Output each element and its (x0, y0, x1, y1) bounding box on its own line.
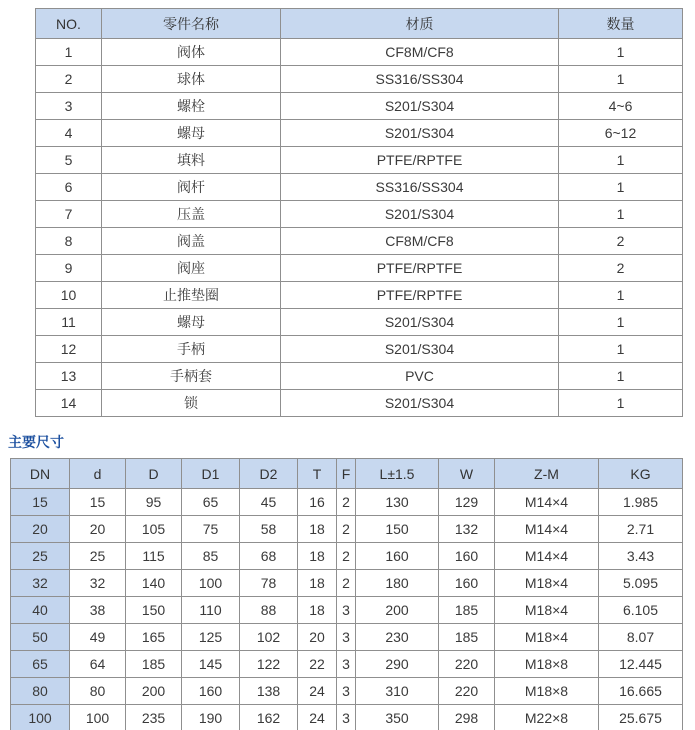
table-cell: 14 (36, 390, 102, 417)
table-cell: M18×8 (495, 678, 599, 705)
table-cell: 1 (559, 201, 683, 228)
table-cell: 24 (298, 678, 337, 705)
table-cell: 150 (356, 516, 439, 543)
table-cell: 100 (182, 570, 240, 597)
table-cell: PTFE/RPTFE (281, 147, 559, 174)
table-cell: 压盖 (102, 201, 281, 228)
table-cell: 75 (182, 516, 240, 543)
table-cell: 88 (240, 597, 298, 624)
table-cell: S201/S304 (281, 390, 559, 417)
table-cell: 4~6 (559, 93, 683, 120)
table-cell: 13 (36, 363, 102, 390)
table-cell: 80 (70, 678, 126, 705)
column-header: DN (11, 459, 70, 489)
table-cell: 160 (182, 678, 240, 705)
table-cell: 68 (240, 543, 298, 570)
table-cell: 3 (337, 705, 356, 730)
table-cell: 1 (559, 390, 683, 417)
table-cell: 235 (126, 705, 182, 730)
table-cell: 11 (36, 309, 102, 336)
table-cell: 阀座 (102, 255, 281, 282)
table-cell: 16.665 (599, 678, 683, 705)
table-row (11, 597, 683, 624)
table-cell: PTFE/RPTFE (281, 255, 559, 282)
table-cell: 100 (70, 705, 126, 730)
table-cell: 2 (337, 543, 356, 570)
table-cell: 310 (356, 678, 439, 705)
table-cell: 螺母 (102, 120, 281, 147)
table-cell: 85 (182, 543, 240, 570)
table-row (36, 309, 683, 336)
table-cell: 95 (126, 489, 182, 516)
column-header: F (337, 459, 356, 489)
table-cell: 25 (11, 543, 70, 570)
table-cell: M18×4 (495, 570, 599, 597)
table-cell: 38 (70, 597, 126, 624)
table-row (36, 93, 683, 120)
table-cell: 125 (182, 624, 240, 651)
table-cell: 20 (70, 516, 126, 543)
table-cell: 10 (36, 282, 102, 309)
table-cell: S201/S304 (281, 309, 559, 336)
table-row (11, 705, 683, 730)
table-cell: 160 (356, 543, 439, 570)
table-cell: 129 (439, 489, 495, 516)
table-cell: 138 (240, 678, 298, 705)
table-cell: 220 (439, 678, 495, 705)
table-cell: 22 (298, 651, 337, 678)
table-cell: 6~12 (559, 120, 683, 147)
table-row (36, 66, 683, 93)
table-cell: 止推垫圈 (102, 282, 281, 309)
table-cell: 15 (11, 489, 70, 516)
table-cell: 2 (36, 66, 102, 93)
table-cell: 18 (298, 570, 337, 597)
table-cell: 18 (298, 543, 337, 570)
table-cell: 180 (356, 570, 439, 597)
table-cell: 25.675 (599, 705, 683, 730)
table-row (36, 282, 683, 309)
header-row (36, 9, 683, 39)
table-cell: 螺栓 (102, 93, 281, 120)
table-row (36, 336, 683, 363)
table-cell: 18 (298, 597, 337, 624)
table-cell: M14×4 (495, 543, 599, 570)
table-cell: 1 (559, 39, 683, 66)
table-cell: 4 (36, 120, 102, 147)
table-cell: 1 (559, 147, 683, 174)
table-row (36, 363, 683, 390)
table-cell: 185 (126, 651, 182, 678)
table-cell: 102 (240, 624, 298, 651)
table-cell: 64 (70, 651, 126, 678)
table-cell: 32 (11, 570, 70, 597)
table-cell: 24 (298, 705, 337, 730)
table-row (36, 174, 683, 201)
table-cell: 5 (36, 147, 102, 174)
table-cell: 49 (70, 624, 126, 651)
table-cell: 1 (559, 66, 683, 93)
table-cell: 65 (11, 651, 70, 678)
table-cell: 45 (240, 489, 298, 516)
main-dimensions-table (10, 458, 683, 730)
table-cell: 2 (559, 228, 683, 255)
table-cell: 20 (11, 516, 70, 543)
table-cell: 2 (559, 255, 683, 282)
table-cell: 1.985 (599, 489, 683, 516)
table-cell: 160 (439, 570, 495, 597)
table-cell: 115 (126, 543, 182, 570)
table-cell: 1 (559, 309, 683, 336)
column-header: 材质 (281, 9, 559, 39)
table-cell: SS316/SS304 (281, 174, 559, 201)
table-cell: 1 (559, 363, 683, 390)
table-row (11, 516, 683, 543)
table-cell: 185 (439, 597, 495, 624)
table-cell: 15 (70, 489, 126, 516)
table-cell: 1 (559, 174, 683, 201)
table-cell: M18×8 (495, 651, 599, 678)
table-cell: 80 (11, 678, 70, 705)
table-cell: 105 (126, 516, 182, 543)
table-row (36, 39, 683, 66)
table-cell: 165 (126, 624, 182, 651)
table-row (36, 390, 683, 417)
column-header: KG (599, 459, 683, 489)
table-cell: 200 (356, 597, 439, 624)
table-cell: 1 (559, 336, 683, 363)
table-cell: 145 (182, 651, 240, 678)
parts-list-table (35, 8, 683, 417)
table-cell: 150 (126, 597, 182, 624)
table-row (36, 228, 683, 255)
column-header: Z-M (495, 459, 599, 489)
column-header: D2 (240, 459, 298, 489)
table-row (11, 570, 683, 597)
table-cell: 200 (126, 678, 182, 705)
table-cell: 230 (356, 624, 439, 651)
table-cell: 40 (11, 597, 70, 624)
table-cell: 6 (36, 174, 102, 201)
table-cell: 填料 (102, 147, 281, 174)
header-row (11, 459, 683, 489)
table-cell: S201/S304 (281, 93, 559, 120)
table-row (36, 120, 683, 147)
table-cell: 25 (70, 543, 126, 570)
table-cell: 32 (70, 570, 126, 597)
table-cell: 手柄 (102, 336, 281, 363)
table-row (11, 489, 683, 516)
table-cell: 78 (240, 570, 298, 597)
table-cell: PTFE/RPTFE (281, 282, 559, 309)
column-header: W (439, 459, 495, 489)
table-cell: 2.71 (599, 516, 683, 543)
table-cell: 手柄套 (102, 363, 281, 390)
column-header: L±1.5 (356, 459, 439, 489)
table-cell: M14×4 (495, 516, 599, 543)
column-header: d (70, 459, 126, 489)
table-cell: M18×4 (495, 624, 599, 651)
table-cell: 1 (36, 39, 102, 66)
table-cell: 3 (337, 651, 356, 678)
table-cell: 298 (439, 705, 495, 730)
table-cell: 2 (337, 489, 356, 516)
table-cell: 140 (126, 570, 182, 597)
table-cell: SS316/SS304 (281, 66, 559, 93)
table-row (11, 624, 683, 651)
table-cell: 3.43 (599, 543, 683, 570)
table-cell: 阀盖 (102, 228, 281, 255)
table-cell: 锁 (102, 390, 281, 417)
table-cell: 58 (240, 516, 298, 543)
table-cell: 1 (559, 282, 683, 309)
table-cell: S201/S304 (281, 120, 559, 147)
table-row (36, 147, 683, 174)
table-row (36, 201, 683, 228)
table-cell: 100 (11, 705, 70, 730)
table-cell: 3 (36, 93, 102, 120)
table-cell: 阀杆 (102, 174, 281, 201)
column-header: D (126, 459, 182, 489)
table-cell: 18 (298, 516, 337, 543)
table-cell: 220 (439, 651, 495, 678)
table-row (11, 678, 683, 705)
table-cell: 螺母 (102, 309, 281, 336)
table-cell: 2 (337, 516, 356, 543)
table-cell: 122 (240, 651, 298, 678)
table-cell: S201/S304 (281, 201, 559, 228)
table-cell: M14×4 (495, 489, 599, 516)
table-cell: 132 (439, 516, 495, 543)
table-cell: 6.105 (599, 597, 683, 624)
table-row (11, 543, 683, 570)
table-cell: 110 (182, 597, 240, 624)
table-cell: S201/S304 (281, 336, 559, 363)
table-cell: 8.07 (599, 624, 683, 651)
column-header: T (298, 459, 337, 489)
table-row (11, 651, 683, 678)
table-cell: CF8M/CF8 (281, 228, 559, 255)
table-cell: 2 (337, 570, 356, 597)
column-header: NO. (36, 9, 102, 39)
table-cell: 290 (356, 651, 439, 678)
table-cell: 16 (298, 489, 337, 516)
table-cell: M18×4 (495, 597, 599, 624)
table-cell: 20 (298, 624, 337, 651)
table-cell: 12.445 (599, 651, 683, 678)
table-cell: 7 (36, 201, 102, 228)
table-cell: 3 (337, 624, 356, 651)
table-cell: 阀体 (102, 39, 281, 66)
table-cell: 350 (356, 705, 439, 730)
table-cell: 3 (337, 597, 356, 624)
table-cell: CF8M/CF8 (281, 39, 559, 66)
column-header: D1 (182, 459, 240, 489)
table-row (36, 255, 683, 282)
table-cell: 130 (356, 489, 439, 516)
table-cell: 162 (240, 705, 298, 730)
table-cell: 65 (182, 489, 240, 516)
column-header: 零件名称 (102, 9, 281, 39)
table-cell: 球体 (102, 66, 281, 93)
table-cell: 3 (337, 678, 356, 705)
table-cell: 12 (36, 336, 102, 363)
table-cell: 8 (36, 228, 102, 255)
table-cell: 9 (36, 255, 102, 282)
table-cell: 5.095 (599, 570, 683, 597)
table-cell: 185 (439, 624, 495, 651)
column-header: 数量 (559, 9, 683, 39)
table-cell: 50 (11, 624, 70, 651)
table-cell: 190 (182, 705, 240, 730)
dimensions-section-title: 主要尺寸 (8, 434, 64, 450)
table-cell: M22×8 (495, 705, 599, 730)
table-cell: 160 (439, 543, 495, 570)
table-cell: PVC (281, 363, 559, 390)
